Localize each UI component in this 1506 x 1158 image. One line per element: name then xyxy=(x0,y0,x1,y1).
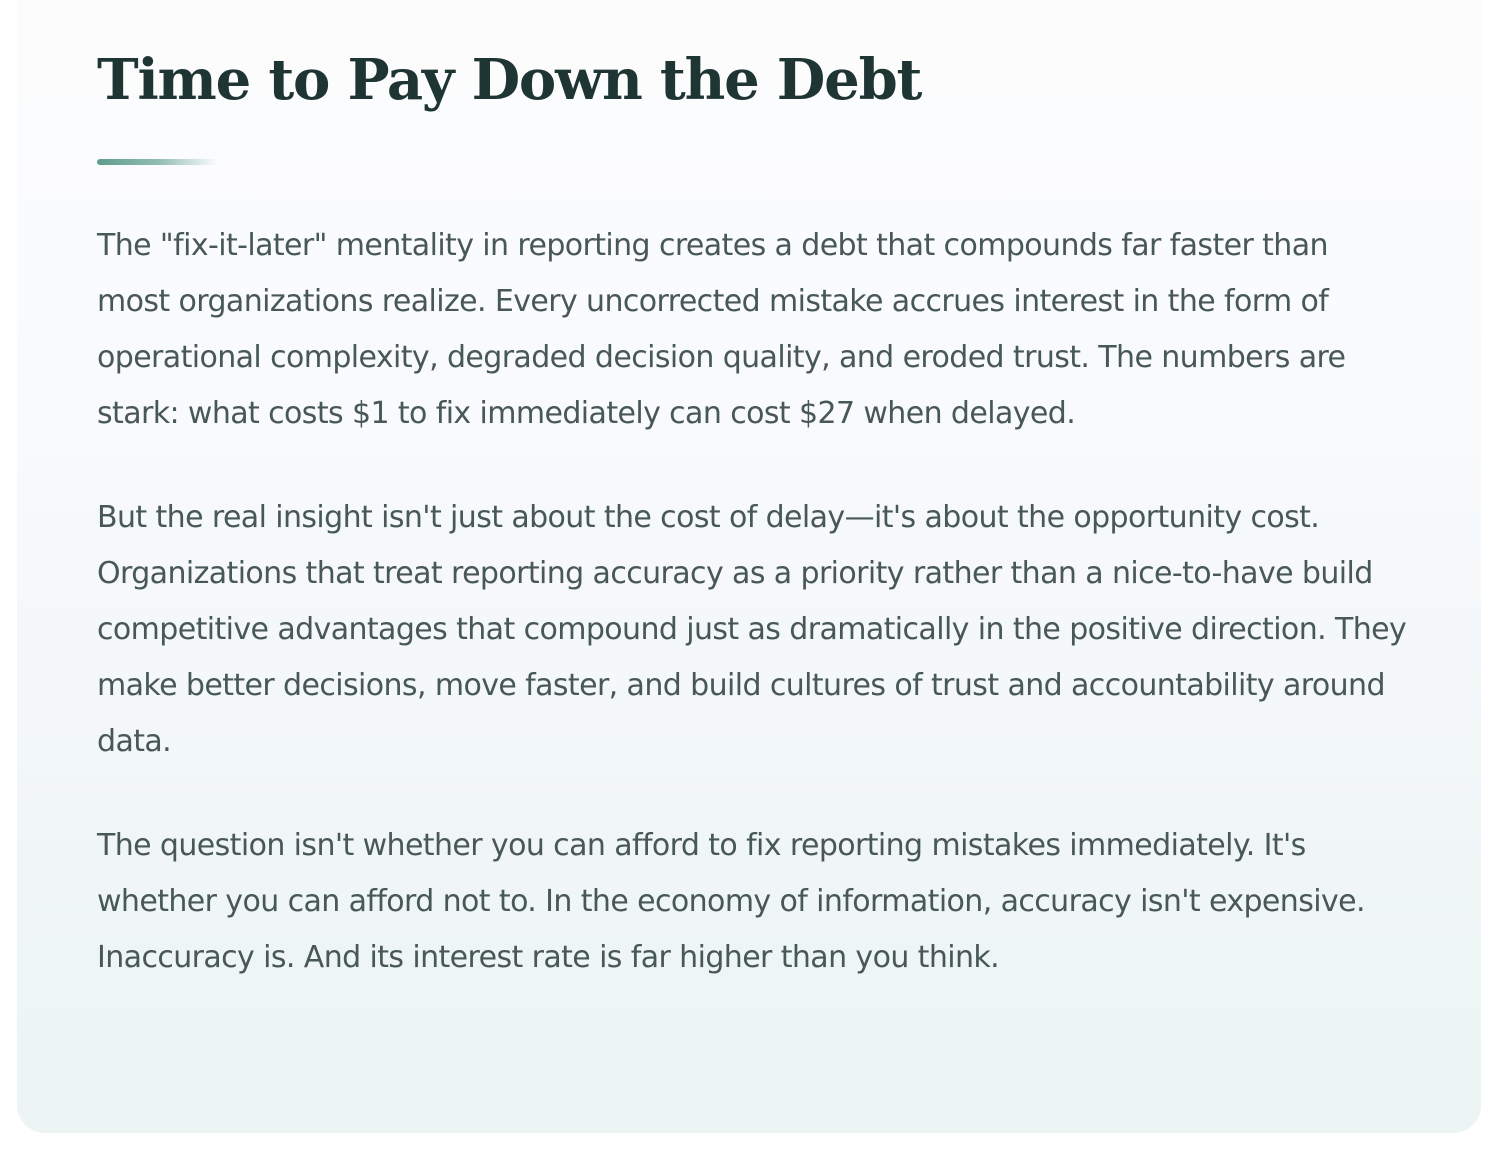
article-title: Time to Pay Down the Debt xyxy=(97,47,922,113)
article-paragraph-1: The "fix-it-later" mentality in reporting creates a debt that compounds far faster than most organizations realize. Every uncorrected mistake accrues interest in the form of operational complexity, degraded decision quality, and eroded trust. The numbers are stark: what costs $1 to fix immediately can cost $27 when delayed. xyxy=(97,228,1346,431)
article-card xyxy=(17,0,1481,1133)
article-paragraph-3: The question isn't whether you can afford to fix reporting mistakes immediately. It's whether you can afford not to. In the economy of information, accuracy isn't expensive. Inaccuracy is. And its interest rate is far higher than you think. xyxy=(97,828,1365,975)
article-paragraph-2: But the real insight isn't just about the cost of delay—it's about the opportunity cost. Organizations that treat reporting accuracy as a priority rather than a nice-to-have build competitive advantages that compound just as dramatically in the positive direction. They make better decisions, move faster, and build cultures of trust and accountability around data. xyxy=(97,500,1407,759)
article-content xyxy=(97,0,1407,986)
title-accent-divider xyxy=(97,159,217,165)
